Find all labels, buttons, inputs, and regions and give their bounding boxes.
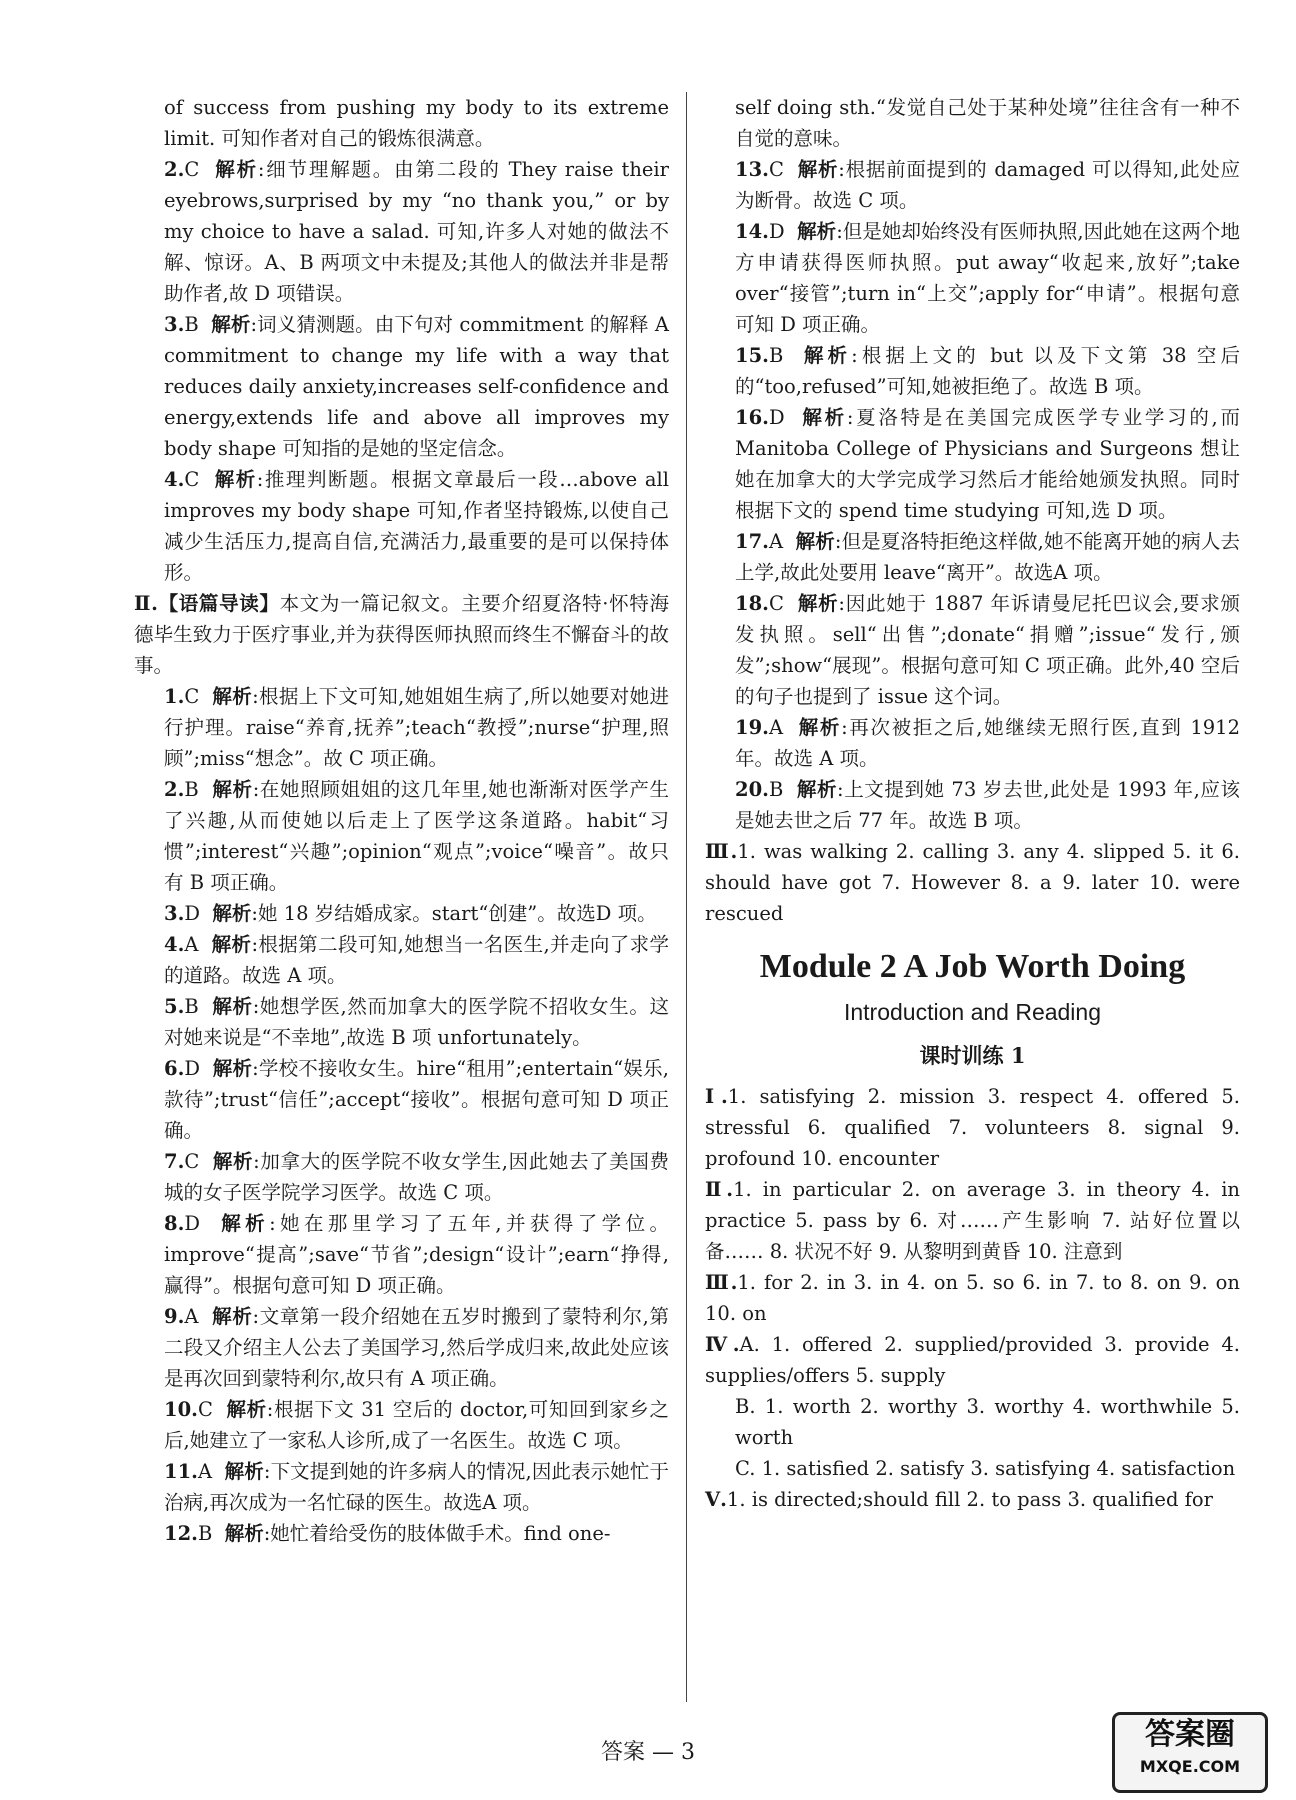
item-number: 18. bbox=[735, 592, 769, 615]
section-item bbox=[705, 1484, 1240, 1515]
item-answer: C bbox=[184, 158, 200, 181]
answer-item bbox=[134, 681, 669, 774]
answer-item bbox=[705, 216, 1240, 340]
item-answer: C bbox=[184, 468, 200, 491]
watermark-url: MXQE.COM bbox=[1139, 1757, 1241, 1776]
item-answer: C bbox=[184, 1150, 200, 1173]
item-label: 解析 bbox=[212, 1150, 254, 1173]
item-number: 14. bbox=[735, 220, 769, 243]
section-item bbox=[705, 1081, 1240, 1174]
item-number: 17. bbox=[735, 530, 769, 553]
continued-text bbox=[705, 1453, 1240, 1484]
item-label: 解析 bbox=[797, 220, 837, 243]
section-number: Ⅴ. bbox=[705, 1488, 727, 1511]
answer-item bbox=[134, 464, 669, 588]
item-label: 解析 bbox=[797, 158, 839, 181]
item-label: 解析 bbox=[214, 468, 257, 491]
item-answer: A bbox=[184, 933, 199, 956]
item-number: 6. bbox=[164, 1057, 185, 1080]
item-explanation: :根据上下文可知,她姐姐生病了,所以她要对她进行护理。raise“养育,抚养”;teach“教授”;nurse“护理,照顾”;miss“想念”。故 C 项正确。 bbox=[164, 685, 669, 770]
answer-item bbox=[134, 991, 669, 1053]
item-answer: C bbox=[768, 592, 784, 615]
section-number: Ⅱ. bbox=[134, 592, 158, 615]
section-subtitle: Introduction and Reading bbox=[843, 999, 1102, 1025]
answer-item bbox=[134, 1208, 669, 1301]
item-number: 15. bbox=[735, 344, 769, 367]
section-item bbox=[705, 1267, 1240, 1329]
answer-item bbox=[134, 1301, 669, 1394]
continued-text bbox=[705, 1391, 1240, 1453]
item-explanation: :但是她却始终没有医师执照,因此她在这两个地方申请获得医师执照。put away“收起来,放好”;take over“接管”;turn in“上交”;apply for“申请”。根据句意可知 D 项正确。 bbox=[735, 220, 1240, 336]
item-explanation: :下文提到她的许多病人的情况,因此表示她忙于治病,再次成为一名忙碌的医生。故选A 项。 bbox=[164, 1460, 669, 1514]
item-number: 9. bbox=[164, 1305, 185, 1328]
item-answer: D bbox=[768, 406, 785, 429]
section-number: Ⅳ. bbox=[705, 1333, 740, 1356]
section-number: Ⅲ. bbox=[705, 1271, 738, 1294]
section-title: 【语篇导读】 bbox=[157, 592, 280, 615]
item-answer: D bbox=[184, 902, 200, 925]
item-number: 4. bbox=[164, 468, 185, 491]
item-answer: C bbox=[197, 1398, 213, 1421]
answer-item bbox=[705, 774, 1240, 836]
item-explanation: :学校不接收女生。hire“租用”;entertain“娱乐,款待”;trust“信任”;accept“接收”。根据句意可知 D 项正确。 bbox=[164, 1057, 669, 1142]
right-column-bottom bbox=[705, 1081, 1240, 1515]
item-explanation: :细节理解题。由第二段的 They raise their eyebrows,surprised by my “no thank you,” or by my choice to have a salad. 可知,许多人对她的做法不解、惊讶。A、B 两项文中未提及;其他人的做法并非是帮助作者,故 D 项错误。 bbox=[164, 158, 669, 305]
item-explanation: :文章第一段介绍她在五岁时搬到了蒙特利尔,第二段又介绍主人公去了美国学习,然后学成归来,故此处应该是再次回到蒙特利尔,故只有 A 项正确。 bbox=[164, 1305, 669, 1390]
item-number: 4. bbox=[164, 933, 185, 956]
item-answer: B bbox=[184, 995, 199, 1018]
section-item bbox=[705, 1174, 1240, 1267]
right-column bbox=[705, 92, 1240, 1515]
item-number: 5. bbox=[164, 995, 185, 1018]
column-divider bbox=[686, 92, 687, 1702]
section-text: 1. was walking 2. calling 3. any 4. slipped 5. it 6. should have got 7. However 8. a 9. later 10. were rescued bbox=[705, 840, 1240, 925]
answer-item bbox=[705, 588, 1240, 712]
item-label: 解析 bbox=[796, 778, 838, 801]
answer-item bbox=[705, 526, 1240, 588]
continued-text-content: self doing sth.“发觉自己处于某种处境”往往含有一种不自觉的意味。 bbox=[735, 96, 1240, 150]
section-text: 1. for 2. in 3. in 4. on 5. so 6. in 7. to 8. on 9. on 10. on bbox=[705, 1271, 1240, 1325]
watermark-text: 答案圈 bbox=[1145, 1717, 1235, 1752]
item-explanation: :因此她于 1887 年诉请曼尼托巴议会,要求颁发执照。sell“出售”;donate“捐赠”;issue“发行,颁发”;show“展现”。根据句意可知 C 项正确。此外,40 空后的句子也提到了 issue 这个词。 bbox=[735, 592, 1240, 708]
section-text: 1. satisfying 2. mission 3. respect 4. offered 5. stressful 6. qualified 7. volunteers 8. signal 9. profound 10. encounter bbox=[705, 1085, 1240, 1170]
section-text: A. 1. offered 2. supplied/provided 3. provide 4. supplies/offers 5. supply bbox=[705, 1333, 1240, 1387]
right-column-top bbox=[705, 92, 1240, 929]
item-answer: D bbox=[768, 220, 785, 243]
item-label: 解析 bbox=[211, 933, 252, 956]
item-answer: D bbox=[184, 1212, 200, 1235]
item-explanation: :词义猜测题。由下句对 commitment 的解释 A commitment to change my life with a way that reduces daily anxiety,increases self-confidence and energy,extends life and above all improves my body shape 可知指的是她的坚定信念。 bbox=[164, 313, 669, 460]
item-number: 10. bbox=[164, 1398, 198, 1421]
item-explanation: :加拿大的医学院不收女学生,因此她去了美国费城的女子医学院学习医学。故选 C 项。 bbox=[164, 1150, 669, 1204]
item-explanation: :根据下文 31 空后的 doctor,可知回到家乡之后,她建立了一家私人诊所,成了一名医生。故选 C 项。 bbox=[164, 1398, 669, 1452]
answer-item bbox=[134, 898, 669, 929]
item-answer: C bbox=[768, 158, 784, 181]
continued-text-content: of success from pushing my body to its extreme limit. 可知作者对自己的锻炼很满意。 bbox=[164, 96, 669, 150]
item-answer: A bbox=[184, 1305, 199, 1328]
item-explanation: :她想学医,然而加拿大的医学院不招收女生。这对她来说是“不幸地”,故选 B 项 unfortunately。 bbox=[164, 995, 669, 1049]
item-number: 8. bbox=[164, 1212, 185, 1235]
item-label: 解析 bbox=[215, 158, 258, 181]
item-number: 1. bbox=[164, 685, 185, 708]
answer-item bbox=[705, 712, 1240, 774]
section-item bbox=[705, 1329, 1240, 1391]
item-number: 3. bbox=[164, 313, 185, 336]
item-explanation: :再次被拒之后,她继续无照行医,直到 1912 年。故选 A 项。 bbox=[735, 716, 1240, 770]
section-text: 本文为一篇记叙文。主要介绍夏洛特·怀特海德毕生致力于医疗事业,并为获得医师执照而终生不懈奋斗的故事。 bbox=[134, 592, 669, 677]
item-answer: A bbox=[197, 1460, 213, 1483]
item-label: 解析 bbox=[212, 1057, 253, 1080]
item-number: 2. bbox=[164, 158, 185, 181]
answer-item bbox=[134, 154, 669, 309]
item-label: 解析 bbox=[212, 1305, 253, 1328]
item-explanation: :上文提到她 73 岁去世,此处是 1993 年,应该是她去世之后 77 年。故选 B 项。 bbox=[735, 778, 1240, 832]
item-label: 解析 bbox=[795, 530, 835, 553]
answer-item bbox=[134, 1053, 669, 1146]
item-label: 解析 bbox=[802, 406, 847, 429]
continued-text bbox=[134, 92, 669, 154]
answer-item bbox=[705, 340, 1240, 402]
section-number: Ⅰ. bbox=[705, 1085, 728, 1108]
item-label: 解析 bbox=[212, 995, 253, 1018]
item-answer: B bbox=[768, 778, 784, 801]
item-number: 20. bbox=[735, 778, 769, 801]
item-number: 19. bbox=[735, 716, 769, 739]
item-explanation: :在她照顾姐姐的这几年里,她也渐渐对医学产生了兴趣,从而使她以后走上了医学这条道路。habit“习惯”;interest“兴趣”;opinion“观点”;voice“噪音”。故只有 B 项正确。 bbox=[164, 778, 669, 894]
watermark-logo bbox=[1112, 1712, 1268, 1793]
section-number: Ⅱ. bbox=[705, 1178, 734, 1201]
item-answer: B bbox=[184, 778, 199, 801]
item-label: 解析 bbox=[224, 1522, 264, 1545]
answer-item bbox=[134, 774, 669, 898]
lesson-title: 课时训练 1 bbox=[919, 1043, 1026, 1068]
item-explanation: :推理判断题。根据文章最后一段…above all improves my body shape 可知,作者坚持锻炼,以使自己减少生活压力,提高自信,充满活力,最重要的是可以保持体形。 bbox=[164, 468, 669, 584]
continued-text-content: C. 1. satisfied 2. satisfy 3. satisfying 4. satisfaction bbox=[735, 1457, 1236, 1480]
item-label: 解析 bbox=[226, 1398, 267, 1421]
item-number: 7. bbox=[164, 1150, 185, 1173]
answer-item bbox=[134, 1146, 669, 1208]
answer-item bbox=[134, 929, 669, 991]
item-label: 解析 bbox=[212, 902, 252, 925]
answer-item bbox=[134, 1456, 669, 1518]
section-number: Ⅲ. bbox=[705, 840, 738, 863]
item-answer: B bbox=[184, 313, 199, 336]
item-explanation: :她在那里学习了五年,并获得了学位。improve“提高”;save“节省”;design“设计”;earn“挣得,赢得”。根据句意可知 D 项正确。 bbox=[164, 1212, 669, 1297]
item-label: 解析 bbox=[803, 344, 852, 367]
left-column bbox=[134, 92, 669, 1549]
item-number: 13. bbox=[735, 158, 769, 181]
section-item bbox=[134, 588, 669, 681]
item-number: 12. bbox=[164, 1522, 198, 1545]
answer-item bbox=[705, 154, 1240, 216]
item-answer: A bbox=[768, 530, 784, 553]
item-label: 解析 bbox=[224, 1460, 264, 1483]
item-label: 解析 bbox=[211, 313, 251, 336]
item-label: 解析 bbox=[798, 716, 842, 739]
item-label: 解析 bbox=[221, 1212, 270, 1235]
section-item bbox=[705, 836, 1240, 929]
item-number: 2. bbox=[164, 778, 185, 801]
item-explanation: :夏洛特是在美国完成医学专业学习的,而 Manitoba College of Physicians and Surgeons 想让她在加拿大的大学完成学习然后才能给她颁发执照。同时根据下文的 spend time studying 可知,选 D 项。 bbox=[735, 406, 1240, 522]
item-number: 3. bbox=[164, 902, 185, 925]
item-answer: A bbox=[768, 716, 784, 739]
answer-item bbox=[134, 309, 669, 464]
item-label: 解析 bbox=[797, 592, 839, 615]
section-text: 1. is directed;should fill 2. to pass 3. qualified for bbox=[726, 1488, 1213, 1511]
continued-text-content: B. 1. worth 2. worthy 3. worthy 4. worthwhile 5. worth bbox=[735, 1395, 1240, 1449]
item-answer: C bbox=[184, 685, 200, 708]
item-number: 16. bbox=[735, 406, 769, 429]
item-explanation: :根据前面提到的 damaged 可以得知,此处应为断骨。故选 C 项。 bbox=[735, 158, 1240, 212]
answer-item bbox=[705, 402, 1240, 526]
continued-text bbox=[705, 92, 1240, 154]
answer-item bbox=[134, 1394, 669, 1456]
item-answer: B bbox=[197, 1522, 213, 1545]
page-footer: 答案 — 3 bbox=[601, 1740, 695, 1765]
item-explanation: :她忙着给受伤的肢体做手术。find one- bbox=[263, 1522, 611, 1545]
module-title: Module 2 A Job Worth Doing bbox=[759, 948, 1186, 985]
answer-item bbox=[134, 1518, 669, 1549]
item-explanation: :根据第二段可知,她想当一名医生,并走向了求学的道路。故选 A 项。 bbox=[164, 933, 669, 987]
item-answer: D bbox=[184, 1057, 200, 1080]
item-label: 解析 bbox=[212, 778, 253, 801]
item-explanation: :但是夏洛特拒绝这样做,她不能离开她的病人去上学,故此处要用 leave“离开”。故选A 项。 bbox=[735, 530, 1240, 584]
item-explanation: :根据上文的 but 以及下文第 38 空后的“too,refused”可知,她被拒绝了。故选 B 项。 bbox=[735, 344, 1240, 398]
item-number: 11. bbox=[164, 1460, 198, 1483]
item-label: 解析 bbox=[212, 685, 253, 708]
section-text: 1. in particular 2. on average 3. in theory 4. in practice 5. pass by 6. 对……产生影响 7. 站好位置以备…… 8. 状况不好 9. 从黎明到黄昏 10. 注意到 bbox=[705, 1178, 1240, 1263]
item-explanation: :她 18 岁结婚成家。start“创建”。故选D 项。 bbox=[251, 902, 657, 925]
item-answer: B bbox=[768, 344, 784, 367]
